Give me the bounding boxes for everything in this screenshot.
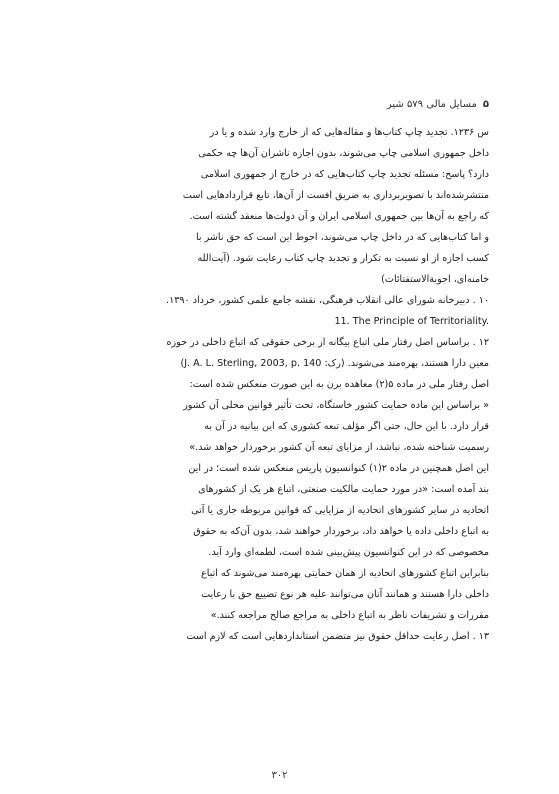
footnote-line: معین دارا هستند، بهره‌مند می‌شوند. (رک: J. A. L. Sterling, 2003, p. 140) — [180, 358, 489, 369]
footnote-line: به اتباع داخلی داده یا خواهد داد، برخوردار خواهند شد، بدون آن‌که به حقوق — [193, 526, 489, 537]
footnote-block — [62, 122, 489, 647]
footnote-line: 11. The Principle of Territoriality. — [334, 316, 489, 327]
footnote-line: داخلی دارا هستند و همانند آنان می‌توانند علیه هر نوع تضییع حق با رعایت — [201, 589, 489, 600]
footnote-line: اصل رفتار ملی در ماده ۵(۲) معاهده برن به این صورت منعکس شده است: — [189, 379, 489, 390]
footnote-line: قرار دارد. با این حال، حتی اگر مؤلف تبعه کشوری که این بیانیه در آن به — [204, 421, 489, 432]
footnote-line: بنابراین اتباع کشورهای اتحادیه از همان حمایتی بهره‌مند می‌شوند که اتباع — [201, 568, 489, 579]
text-line: که راجع به آن‌ها بین جمهوری اسلامی ایران و آن دولت‌ها منعقد گشته است. — [189, 211, 489, 222]
text-line: داخل جمهوری اسلامی چاپ می‌شوند، بدون اجازه ناشران آن‌ها چه حکمی — [198, 148, 489, 159]
text-line: خامنه‌ای، اجوبة‌الاستفتائات) — [381, 274, 489, 285]
text-line: دارد؟ پاسخ: مسئله تجدید چاپ کتاب‌هایی که در خارج از جمهوری اسلامی — [200, 169, 489, 180]
footnote-line: رسمیت شناخته شده، نباشد، از مزایای تبعه آن کشور برخوردار خواهد شد.» — [189, 442, 489, 453]
text-line: و اما کتاب‌هایی که در داخل چاپ می‌شوند، احوط این است که حق ناشر با — [195, 232, 489, 243]
text-line: کسب اجازه از او نسبت به تکرار و تجدید چاپ کتاب رعایت شود. (آیت‌الله — [197, 253, 489, 264]
footnote-line: مقررات و تشریفات ناظر به اتباع داخلی به مراجع صالح مراجعه کنند.» — [210, 610, 489, 621]
footnote-line: ۱۲ . براساس اصل رفتار ملی اتباع بیگانه از برخی حقوقی که اتباع داخلی در حوزه — [166, 337, 489, 348]
footnote-line: این اصل همچنین در ماده ۲(۱) کنوانسیون پاریس منعکس شده است؛ در این — [188, 463, 489, 474]
running-title: مسایل مالی ۵۷۹ شیر — [386, 98, 477, 110]
footnote-line: « براساس این ماده حمایت کشور خاستگاه، تحت تأثیر قوانین محلی آن کشور — [183, 400, 489, 411]
footnote-line: مخصوصی که در این کنوانسیون پیش‌بینی شده است، لطمه‌ای وارد آید. — [208, 547, 489, 558]
footnote-11 — [62, 311, 489, 332]
page-folio: ۳۰۲ — [271, 770, 288, 781]
footnote-12 — [62, 332, 489, 626]
text-line: منتشرشده‌اند با تصویربرداری به ضریق افست از آن‌ها، تابع قراردادهایی است — [182, 190, 489, 201]
footnote-13 — [62, 626, 489, 647]
footnote-line: اتحادیه در سایر کشورهای اتحادیه از مزایایی که قوانین مربوطه جاری یا آتی — [191, 505, 489, 516]
footnote-line: ۱۳ . اصل رعایت حداقل حقوق نیز متضمن استانداردهایی است که لازم است — [186, 631, 489, 642]
footnote-line: بند آمده است: «در مورد حمایت مالکیت صنعتی، اتباع هر یک از کشورهای — [198, 484, 489, 495]
running-header — [70, 96, 489, 112]
footnote-line: ۱۰ . دبیرخانه شورای عالی انقلاب فرهنگی، نقشه جامع علمی کشور، خرداد ۱۳۹۰. — [166, 295, 489, 306]
text-line: س ۱۲۳۶. تجدید چاپ کتاب‌ها و مقاله‌هایی که از خارج وارد شده و یا در — [209, 127, 489, 138]
footnote-10 — [62, 290, 489, 311]
header-page-number: ۵ — [482, 98, 489, 110]
